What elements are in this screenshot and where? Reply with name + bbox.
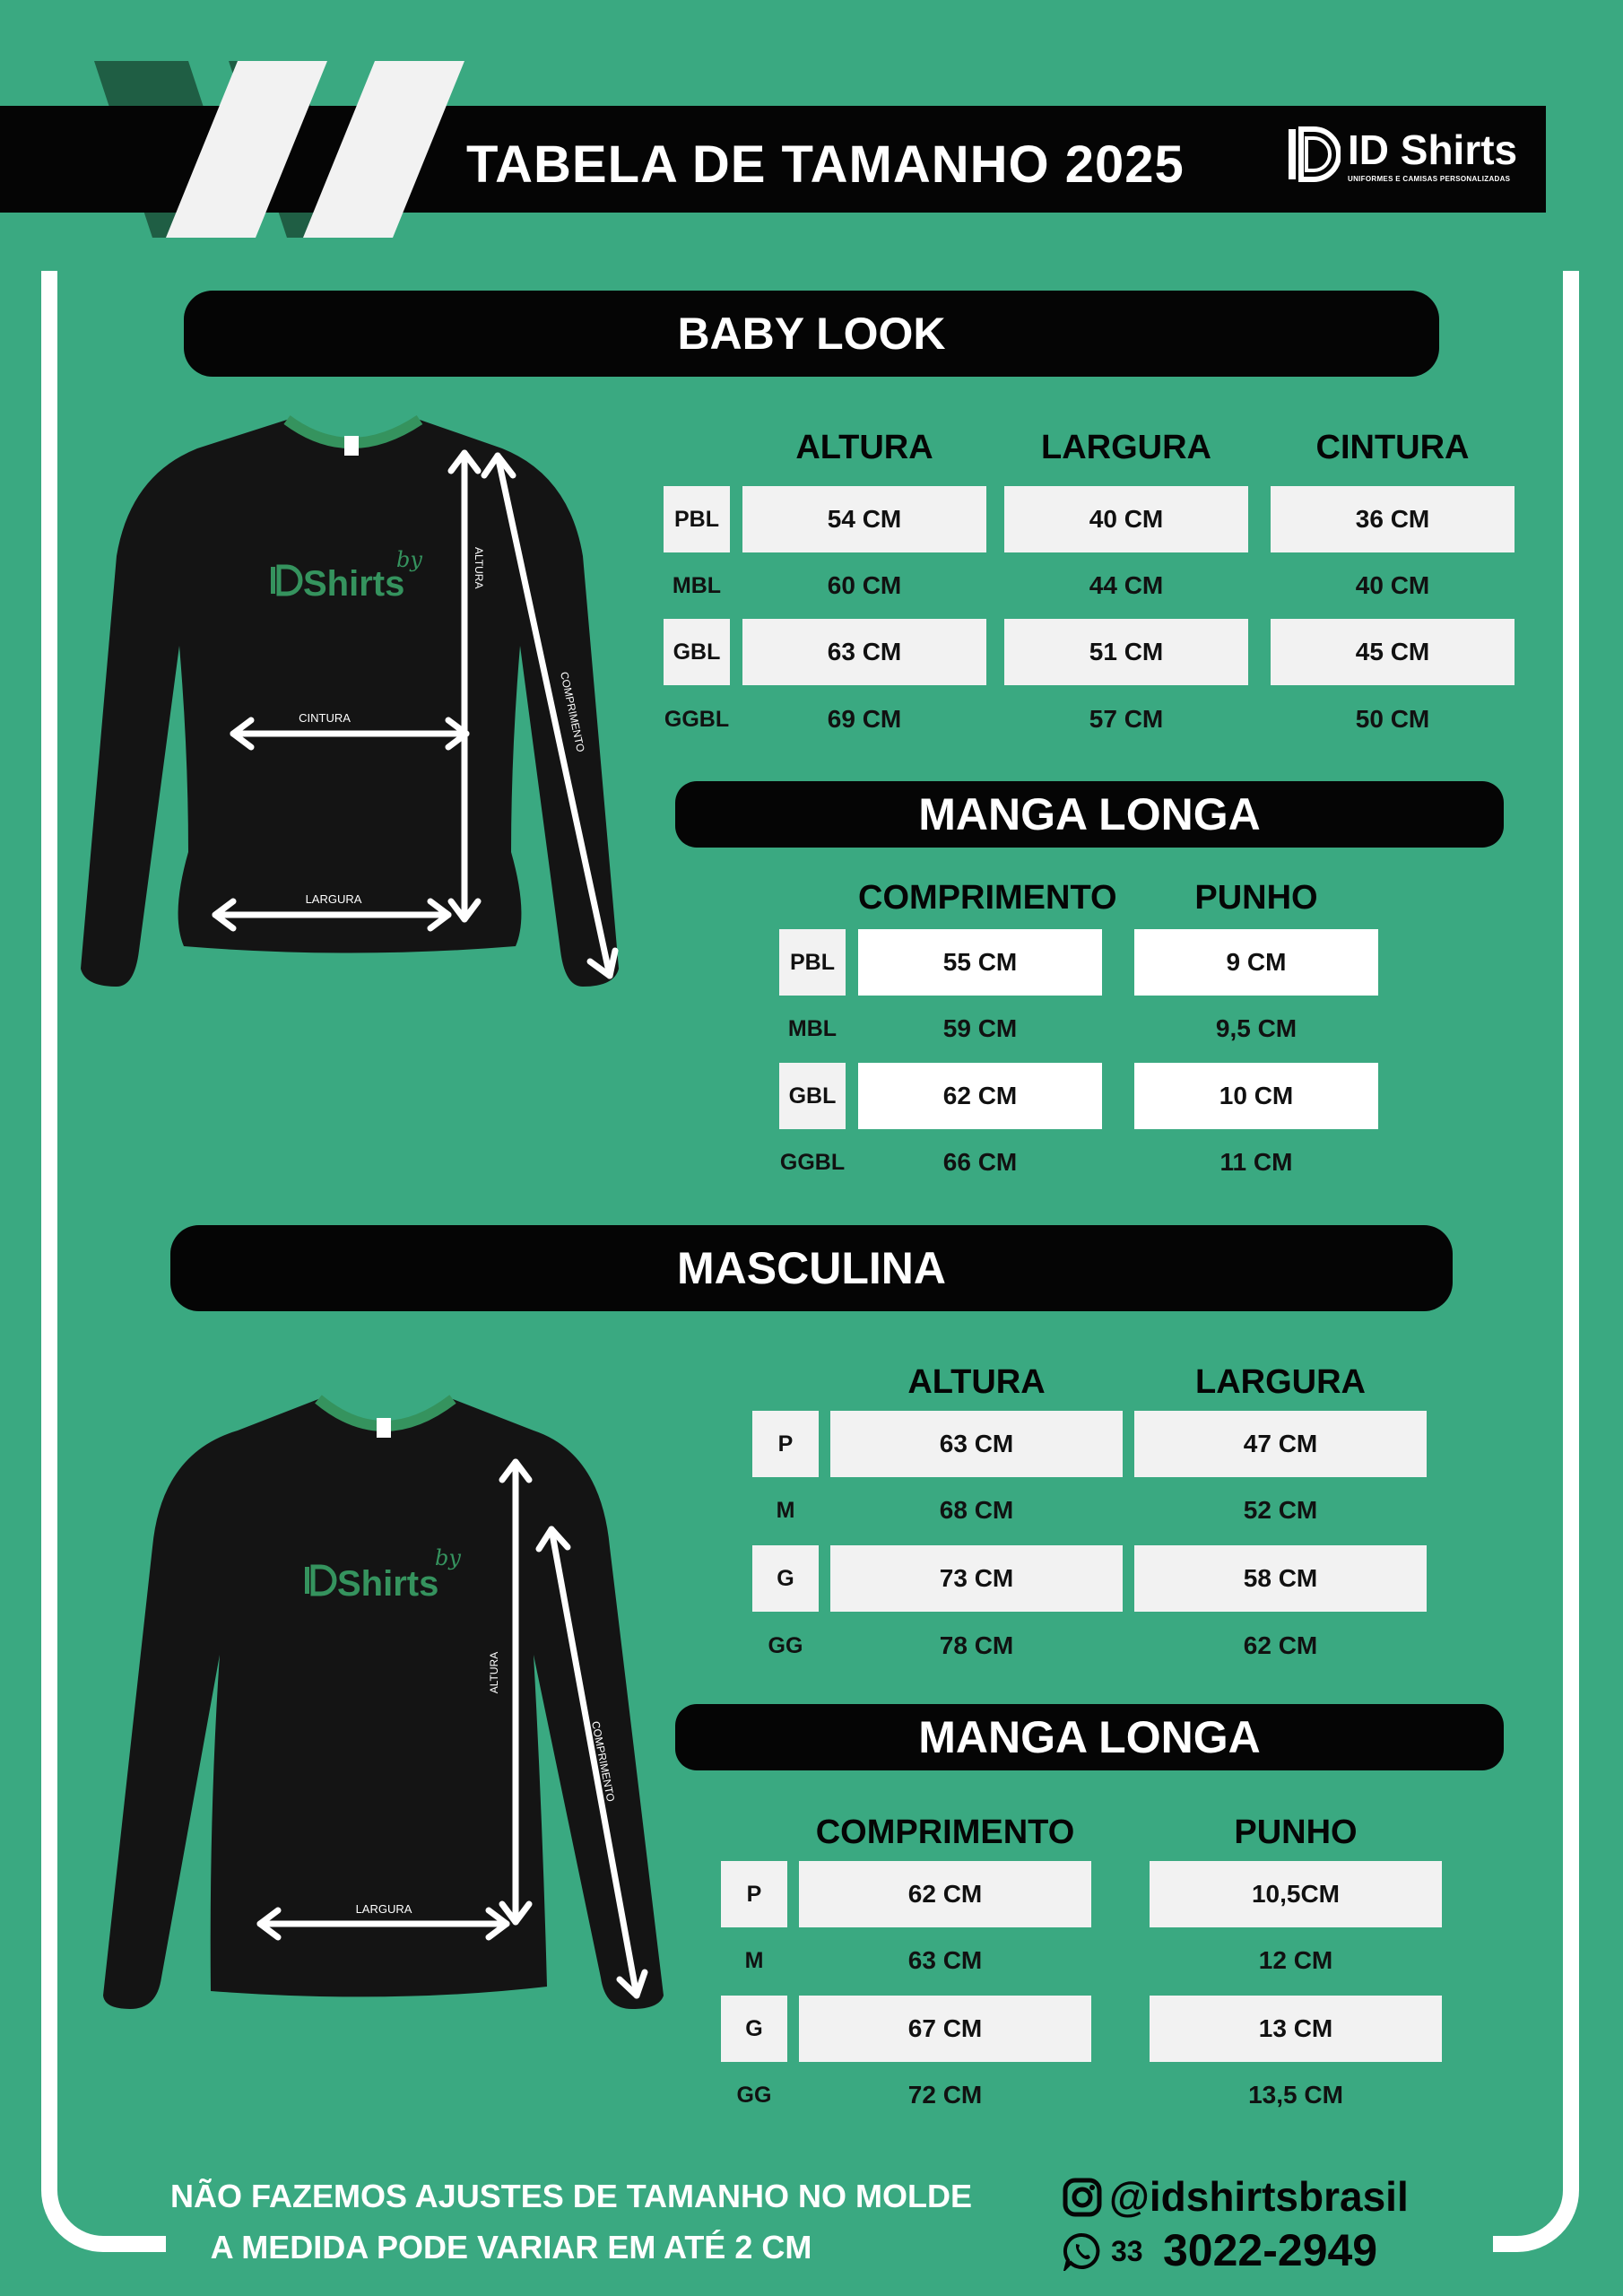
baby-look-manga-cell: 11 CM bbox=[1219, 1148, 1293, 1176]
baby-look-manga-size-gbl: GBL bbox=[779, 1063, 846, 1129]
baby-look-size-mbl: MBL bbox=[672, 573, 722, 598]
baby-look-cell: 36 CM bbox=[1271, 486, 1515, 552]
footer-note-adjustments: NÃO FAZEMOS AJUSTES DE TAMANHO NO MOLDE bbox=[170, 2178, 973, 2214]
brand-tagline: UNIFORMES E CAMISAS PERSONALIZADAS bbox=[1348, 175, 1511, 183]
baby-look-shirt-illustration bbox=[81, 413, 637, 996]
baby-look-manga-cell: 59 CM bbox=[942, 1014, 1018, 1042]
masculina-manga-header-punho: PUNHO bbox=[1234, 1813, 1358, 1851]
id-logo-icon bbox=[1287, 126, 1341, 183]
masculina-header-altura: ALTURA bbox=[907, 1363, 1046, 1401]
baby-look-header-cintura: CINTURA bbox=[1315, 429, 1470, 466]
masculina-manga-size-m: M bbox=[744, 1948, 764, 1973]
baby-look-logo-text: Shirts bbox=[303, 564, 405, 604]
masculina-cell: 52 CM bbox=[1243, 1496, 1318, 1524]
page-title: TABELA DE TAMANHO 2025 bbox=[466, 135, 1185, 194]
baby-look-cell: 69 CM bbox=[827, 705, 902, 733]
baby-look-manga-header-comprimento: COMPRIMENTO bbox=[858, 879, 1117, 917]
masculina-manga-cell: 62 CM bbox=[799, 1861, 1091, 1927]
masculina-logo-by: by bbox=[435, 1545, 461, 1570]
masculina-cell: 73 CM bbox=[830, 1545, 1123, 1612]
baby-look-manga-size-ggbl: GGBL bbox=[779, 1150, 846, 1175]
whatsapp-contact[interactable] bbox=[1063, 2224, 1565, 2278]
phone-number: 3022-2949 bbox=[1163, 2225, 1378, 2275]
masculina-cell: 47 CM bbox=[1134, 1411, 1427, 1477]
masculina-manga-size-g: G bbox=[721, 1996, 787, 2062]
masculina-cell: 68 CM bbox=[939, 1496, 1014, 1524]
masculina-cell: 63 CM bbox=[830, 1411, 1123, 1477]
baby-look-header-largura: LARGURA bbox=[1041, 429, 1211, 466]
baby-look-manga-cell: 9,5 CM bbox=[1215, 1014, 1298, 1042]
baby-look-manga-cell: 66 CM bbox=[942, 1148, 1018, 1176]
masculina-manga-cell: 13,5 CM bbox=[1248, 2081, 1343, 2109]
baby-look-cell: 60 CM bbox=[827, 571, 902, 599]
baby-look-cell: 44 CM bbox=[1089, 571, 1164, 599]
baby-look-cell: 63 CM bbox=[742, 619, 986, 685]
baby-look-manga-size-pbl: PBL bbox=[779, 929, 846, 996]
header-stripes bbox=[0, 54, 484, 251]
instagram-handle[interactable] bbox=[1063, 2172, 1565, 2222]
masculina-label-comprimento: COMPRIMENTO bbox=[589, 1719, 618, 1804]
baby-look-manga-header-punho: PUNHO bbox=[1194, 879, 1318, 917]
masculina-logo-text: Shirts bbox=[337, 1564, 439, 1604]
masculina-size-g: G bbox=[752, 1545, 819, 1612]
baby-look-logo-by: by bbox=[396, 547, 422, 572]
baby-look-cell: 50 CM bbox=[1355, 705, 1430, 733]
masculina-size-gg: GG bbox=[768, 1633, 803, 1658]
masculina-label-altura: ALTURA bbox=[488, 1651, 500, 1694]
baby-look-manga-longa-banner: MANGA LONGA bbox=[675, 781, 1504, 848]
baby-look-cell: 40 CM bbox=[1004, 486, 1248, 552]
masculina-manga-size-p: P bbox=[721, 1861, 787, 1927]
masculina-size-m: M bbox=[776, 1498, 795, 1523]
masculina-manga-cell: 63 CM bbox=[907, 1946, 983, 1974]
baby-look-manga-cell: 55 CM bbox=[858, 929, 1102, 996]
instagram-icon bbox=[1063, 2178, 1102, 2217]
phone-area-code: 33 bbox=[1111, 2235, 1143, 2267]
masculina-shirt-illustration bbox=[103, 1395, 668, 2013]
baby-look-banner: BABY LOOK bbox=[184, 291, 1439, 377]
masculina-manga-cell: 67 CM bbox=[799, 1996, 1091, 2062]
baby-look-cell: 57 CM bbox=[1089, 705, 1164, 733]
masculina-manga-size-gg: GG bbox=[736, 2083, 772, 2108]
baby-look-header-altura: ALTURA bbox=[795, 429, 933, 466]
baby-look-size-ggbl: GGBL bbox=[664, 707, 730, 732]
baby-look-cell: 45 CM bbox=[1271, 619, 1515, 685]
masculina-banner: MASCULINA bbox=[170, 1225, 1453, 1311]
baby-look-label-cintura: CINTURA bbox=[299, 711, 351, 725]
baby-look-size-gbl: GBL bbox=[664, 619, 730, 685]
masculina-label-largura: LARGURA bbox=[355, 1902, 412, 1916]
masculina-manga-longa-banner: MANGA LONGA bbox=[675, 1704, 1504, 1770]
baby-look-cell: 40 CM bbox=[1355, 571, 1430, 599]
whatsapp-icon bbox=[1063, 2231, 1102, 2271]
baby-look-manga-cell: 62 CM bbox=[858, 1063, 1102, 1129]
baby-look-cell: 54 CM bbox=[742, 486, 986, 552]
baby-look-cell: 51 CM bbox=[1004, 619, 1248, 685]
instagram-handle-text: @idshirtsbrasil bbox=[1109, 2173, 1409, 2220]
masculina-size-p: P bbox=[752, 1411, 819, 1477]
baby-look-label-altura: ALTURA bbox=[473, 547, 485, 589]
baby-look-manga-size-mbl: MBL bbox=[787, 1016, 838, 1041]
brand-name: ID Shirts bbox=[1348, 126, 1518, 173]
masculina-cell: 62 CM bbox=[1243, 1631, 1318, 1659]
masculina-manga-cell: 12 CM bbox=[1258, 1946, 1333, 1974]
footer-note-variation: A MEDIDA PODE VARIAR EM ATÉ 2 CM bbox=[210, 2229, 812, 2266]
baby-look-manga-cell: 10 CM bbox=[1134, 1063, 1378, 1129]
baby-look-size-pbl: PBL bbox=[664, 486, 730, 552]
masculina-manga-cell: 10,5CM bbox=[1150, 1861, 1442, 1927]
brand-logo bbox=[1287, 126, 1520, 197]
masculina-manga-cell: 13 CM bbox=[1150, 1996, 1442, 2062]
baby-look-label-largura: LARGURA bbox=[305, 892, 362, 906]
baby-look-label-comprimento: COMPRIMENTO bbox=[558, 670, 587, 753]
masculina-manga-header-comprimento: COMPRIMENTO bbox=[815, 1813, 1075, 1851]
masculina-cell: 78 CM bbox=[939, 1631, 1014, 1659]
masculina-manga-cell: 72 CM bbox=[907, 2081, 983, 2109]
masculina-cell: 58 CM bbox=[1134, 1545, 1427, 1612]
baby-look-manga-cell: 9 CM bbox=[1134, 929, 1378, 996]
masculina-header-largura: LARGURA bbox=[1195, 1363, 1366, 1401]
